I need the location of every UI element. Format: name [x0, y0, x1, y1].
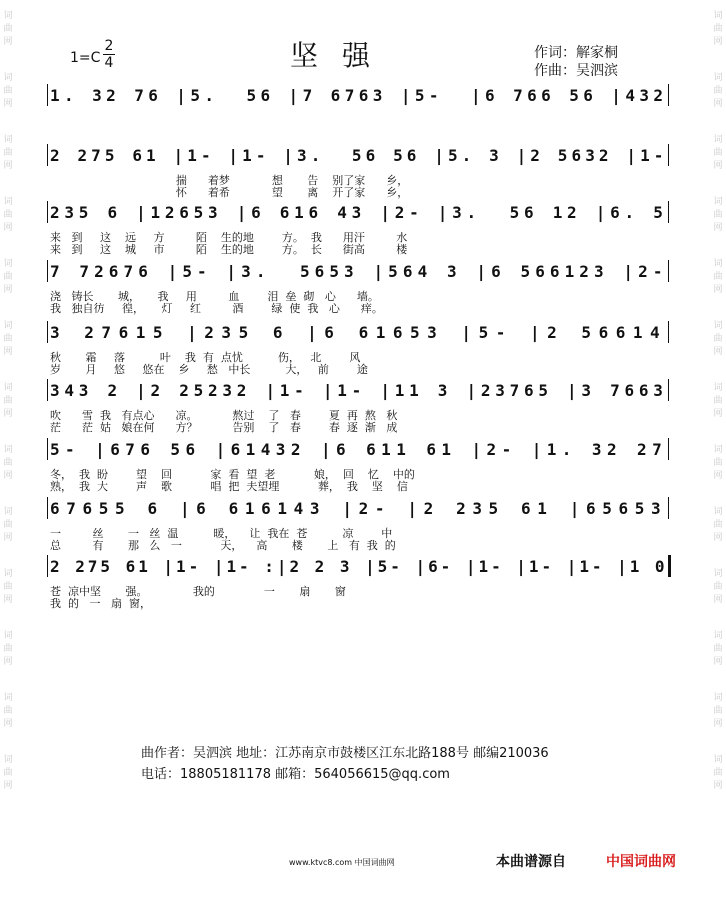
watermark-group — [711, 444, 725, 506]
watermark-group — [1, 506, 15, 568]
watermark-glyph: 词 — [3, 693, 13, 703]
notation-line: 235 6 |12653 |6 616 43 |2- |3. 56 12 |6. 5 — [50, 203, 668, 222]
watermark-glyph: 网 — [3, 161, 13, 171]
watermark-group — [1, 134, 15, 196]
watermark-glyph: 词 — [3, 135, 13, 145]
watermark-glyph: 曲 — [713, 272, 723, 282]
watermark-group — [1, 10, 15, 72]
barline — [47, 84, 48, 106]
watermark-glyph: 词 — [3, 383, 13, 393]
watermark-glyph: 网 — [3, 533, 13, 543]
watermark-glyph: 曲 — [713, 644, 723, 654]
watermark-group — [711, 754, 725, 816]
watermark-glyph: 曲 — [713, 582, 723, 592]
barline — [47, 260, 48, 282]
watermark-glyph: 词 — [713, 569, 723, 579]
watermark-glyph: 词 — [3, 755, 13, 765]
watermark-glyph: 曲 — [713, 86, 723, 96]
watermark-glyph: 曲 — [713, 210, 723, 220]
watermark-glyph: 网 — [3, 285, 13, 295]
barline — [668, 379, 669, 401]
time-signature — [103, 38, 115, 71]
watermark-group — [711, 382, 725, 444]
lyric-line-2: 茫 茫 姑 娘在何 方？ 告别 了 春 春 逐 渐 成 — [50, 421, 398, 434]
watermark-glyph: 词 — [713, 197, 723, 207]
watermark-glyph: 词 — [3, 321, 13, 331]
watermark-glyph: 曲 — [3, 706, 13, 716]
lyric-line-2: 总 有 那 么 一 天， 高 楼 上 有 我 的 — [50, 539, 396, 552]
watermark-group — [1, 320, 15, 382]
barline — [668, 201, 669, 223]
watermark-glyph: 曲 — [3, 210, 13, 220]
watermark-group — [1, 382, 15, 444]
watermark-glyph: 网 — [3, 471, 13, 481]
lyric-line-1: 吹 雪 我 有点心 凉。 熬过 了 春 夏 再 熬 秋 — [50, 409, 398, 422]
lyric-line-1: 冬， 我 盼 望 回 家 看 望 老 娘， 回 忆 中的 — [50, 468, 415, 481]
watermark-glyph: 网 — [713, 781, 723, 791]
barline — [47, 555, 48, 577]
watermark-group — [711, 258, 725, 320]
source-label: 本曲谱源自 — [496, 854, 566, 870]
watermark-glyph: 词 — [3, 259, 13, 269]
watermark-glyph: 网 — [713, 99, 723, 109]
watermark-glyph: 曲 — [3, 272, 13, 282]
watermark-glyph: 曲 — [3, 396, 13, 406]
lyric-line-1: 揣 着梦 想 告 别了家 乡， — [50, 174, 409, 187]
watermark-glyph: 曲 — [713, 148, 723, 158]
watermark-group — [1, 72, 15, 134]
lyric-line-1: 一 丝 一 丝 温 暖， 让 我在 苍 凉 中 — [50, 527, 393, 540]
watermark-glyph: 网 — [713, 223, 723, 233]
barline — [668, 144, 669, 166]
composer-credit: 作曲：吴泗滨 — [534, 63, 618, 79]
watermark-glyph: 网 — [3, 223, 13, 233]
watermark-glyph: 网 — [3, 719, 13, 729]
watermark-glyph: 曲 — [3, 458, 13, 468]
watermark-glyph: 词 — [713, 259, 723, 269]
barline — [47, 379, 48, 401]
composer-contact: 电话：18805181178 邮箱：564056615@qq.com — [141, 767, 450, 782]
lyric-line-2: 来 到 这 城 市 陌 生的地 方。 长 街高 楼 — [50, 243, 408, 256]
watermark-glyph: 曲 — [3, 520, 13, 530]
watermark-glyph: 词 — [3, 507, 13, 517]
watermark-glyph: 曲 — [3, 334, 13, 344]
barline — [47, 201, 48, 223]
watermark-glyph: 网 — [3, 37, 13, 47]
time-signature-bottom: 4 — [104, 55, 114, 71]
watermark-right — [711, 10, 725, 816]
watermark-group — [1, 196, 15, 258]
watermark-glyph: 词 — [713, 631, 723, 641]
watermark-glyph: 网 — [713, 533, 723, 543]
barline — [668, 321, 669, 343]
watermark-glyph: 词 — [713, 321, 723, 331]
notation-line: 3 27615 |235 6 |6 61653 |5- |2 56614 — [50, 323, 668, 342]
watermark-glyph: 曲 — [3, 644, 13, 654]
watermark-glyph: 网 — [3, 781, 13, 791]
lyric-line-1: 秋 霜 落 叶 我 有 点忧 伤， 北 风 — [50, 351, 361, 364]
watermark-glyph: 网 — [713, 37, 723, 47]
lyric-line-1: 苍 凉中坚 强。 我的 一 扇 窗 — [50, 585, 346, 598]
watermark-glyph: 曲 — [3, 582, 13, 592]
watermark-glyph: 曲 — [713, 334, 723, 344]
lyric-line-2: 我 的 一 扇 窗， — [50, 597, 151, 610]
lyric-line-1: 浇 铸长 城， 我 用 血 泪 垒 砌 心 墙。 — [50, 290, 379, 303]
watermark-glyph: 网 — [3, 347, 13, 357]
watermark-glyph: 网 — [3, 99, 13, 109]
watermark-glyph: 词 — [713, 445, 723, 455]
notation-line: 67655 6 |6 616143 |2- |2 235 61 |65653 — [50, 499, 668, 518]
watermark-glyph: 网 — [713, 595, 723, 605]
watermark-group — [711, 72, 725, 134]
watermark-glyph: 词 — [713, 693, 723, 703]
source-name: 中国词曲网 — [606, 854, 676, 870]
notation-line: 1. 32 76 |5. 56 |7 6763 |5- |6 766 56 |432 — [50, 86, 668, 105]
time-signature-top: 2 — [104, 38, 114, 54]
lyric-line-2: 熟， 我 大 声 歌 唱 把 夫望埋 葬， 我 坚 信 — [50, 480, 408, 493]
watermark-group — [1, 630, 15, 692]
barline — [47, 438, 48, 460]
watermark-glyph: 词 — [713, 135, 723, 145]
watermark-glyph: 词 — [3, 445, 13, 455]
watermark-glyph: 网 — [713, 347, 723, 357]
watermark-group — [711, 692, 725, 754]
watermark-left — [1, 10, 15, 816]
barline — [668, 438, 669, 460]
watermark-glyph: 词 — [713, 755, 723, 765]
barline — [47, 321, 48, 343]
watermark-glyph: 网 — [3, 595, 13, 605]
watermark-glyph: 网 — [713, 471, 723, 481]
watermark-group — [711, 134, 725, 196]
watermark-glyph: 网 — [3, 409, 13, 419]
watermark-glyph: 词 — [3, 73, 13, 83]
notation-line: 5- |676 56 |61432 |6 611 61 |2- |1. 32 27 — [50, 440, 668, 459]
watermark-group — [1, 444, 15, 506]
site-url: www.ktvc8.com 中国词曲网 — [289, 858, 395, 867]
lyric-line-2: 岁 月 悠 悠在 乡 愁 中长 大， 前 途 — [50, 363, 368, 376]
watermark-glyph: 网 — [713, 409, 723, 419]
watermark-glyph: 词 — [713, 11, 723, 21]
watermark-glyph: 曲 — [713, 396, 723, 406]
notation-line: 2 275 61 |1- |1- |3. 56 56 |5. 3 |2 5632 |1- — [50, 146, 668, 165]
lyric-line-2: 我 独自彷 徨， 灯 红 酒 绿 使 我 心 痒。 — [50, 302, 383, 315]
barline — [668, 84, 669, 106]
barline — [668, 260, 669, 282]
notation-line: 343 2 |2 25232 |1- |1- |11 3 |23765 |3 7663 — [50, 381, 668, 400]
watermark-group — [711, 196, 725, 258]
watermark-group — [711, 320, 725, 382]
watermark-glyph: 曲 — [713, 706, 723, 716]
watermark-glyph: 网 — [713, 719, 723, 729]
watermark-group — [1, 568, 15, 630]
lyric-line-2: 怀 着希 望 离 开了家 乡， — [50, 186, 409, 199]
watermark-glyph: 词 — [713, 73, 723, 83]
composer-address: 曲作者：吴泗滨 地址：江苏南京市鼓楼区江东北路188号 邮编210036 — [141, 746, 549, 761]
watermark-glyph: 词 — [3, 197, 13, 207]
watermark-glyph: 曲 — [3, 86, 13, 96]
barline — [47, 497, 48, 519]
watermark-glyph: 曲 — [713, 520, 723, 530]
final-barline — [668, 555, 671, 577]
watermark-group — [1, 754, 15, 816]
watermark-glyph: 词 — [3, 569, 13, 579]
watermark-glyph: 曲 — [3, 148, 13, 158]
watermark-glyph: 曲 — [3, 768, 13, 778]
watermark-glyph: 网 — [3, 657, 13, 667]
notation-line: 2 275 61 |1- |1- :|2 2 3 |5- |6- |1- |1- |1- |1 0 — [50, 557, 668, 576]
watermark-group — [1, 258, 15, 320]
watermark-group — [711, 630, 725, 692]
watermark-glyph: 曲 — [713, 768, 723, 778]
watermark-glyph: 曲 — [3, 24, 13, 34]
watermark-glyph: 词 — [3, 631, 13, 641]
barline — [47, 144, 48, 166]
watermark-glyph: 网 — [713, 161, 723, 171]
watermark-group — [1, 692, 15, 754]
watermark-glyph: 词 — [3, 11, 13, 21]
watermark-glyph: 曲 — [713, 24, 723, 34]
song-title: 坚强 — [290, 39, 395, 72]
watermark-glyph: 词 — [713, 383, 723, 393]
watermark-glyph: 词 — [713, 507, 723, 517]
watermark-glyph: 曲 — [713, 458, 723, 468]
lyricist-credit: 作词：解家桐 — [534, 45, 618, 61]
watermark-group — [711, 10, 725, 72]
notation-line: 7 72676 |5- |3. 5653 |564 3 |6 566123 |2- — [50, 262, 668, 281]
watermark-glyph: 网 — [713, 285, 723, 295]
barline — [668, 497, 669, 519]
key-signature: 1=C — [70, 50, 101, 66]
watermark-glyph: 网 — [713, 657, 723, 667]
watermark-group — [711, 506, 725, 568]
watermark-group — [711, 568, 725, 630]
lyric-line-1: 来 到 这 远 方 陌 生的地 方。 我 用汗 水 — [50, 231, 408, 244]
